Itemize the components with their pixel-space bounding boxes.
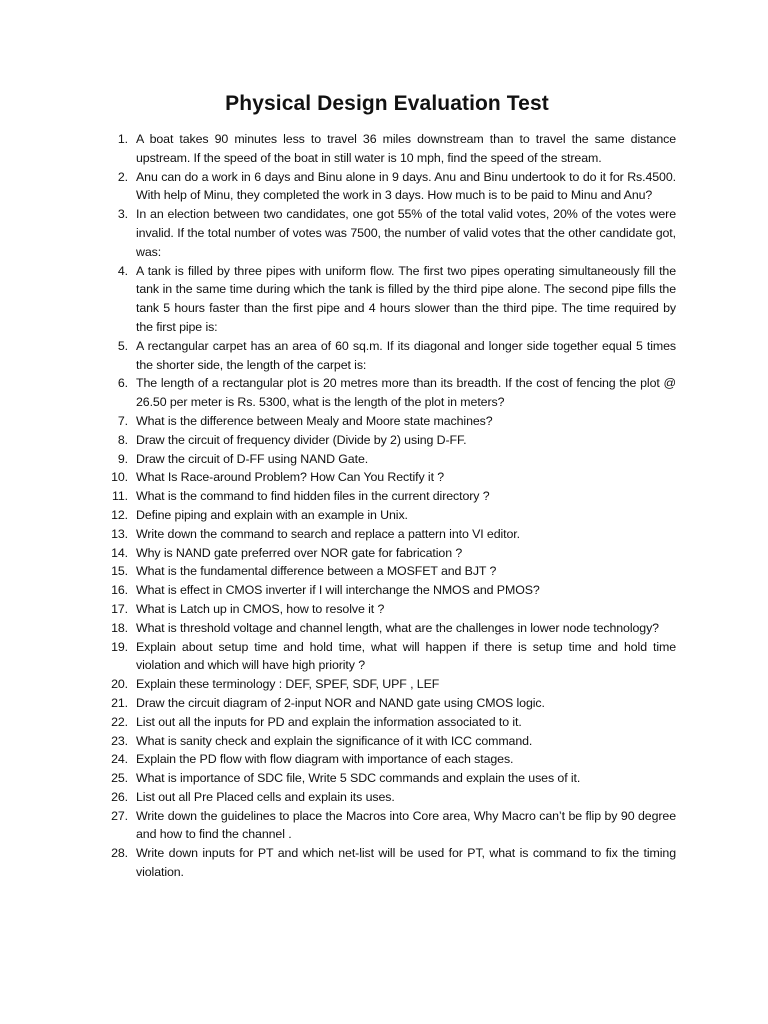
question-number: 20.: [111, 677, 128, 692]
question-text: What is the difference between Mealy and Moore state machines?: [136, 413, 493, 428]
question-number: 10.: [111, 470, 128, 485]
question-number: 21.: [111, 695, 128, 710]
question-item: [98, 562, 676, 581]
question-list: [98, 130, 676, 882]
question-text: Draw the circuit of frequency divider (Divide by 2) using D-FF.: [136, 432, 467, 447]
question-item: [98, 807, 676, 845]
question-item: [98, 468, 676, 487]
question-number: 24.: [111, 752, 128, 767]
page-title: Physical Design Evaluation Test: [225, 92, 549, 115]
question-item: [98, 525, 676, 544]
question-number: 12.: [111, 507, 128, 522]
question-text: Write down the command to search and replace a pattern into VI editor.: [136, 526, 520, 541]
question-text: The length of a rectangular plot is 20 metres more than its breadth. If the cost of fencing the plot @ 26.50 per meter is Rs. 5300, what is the length of the plot in meters?: [136, 376, 676, 410]
question-text: What is the fundamental difference between a MOSFET and BJT ?: [136, 564, 497, 579]
question-number: 19.: [111, 639, 128, 654]
question-text: Explain these terminology : DEF, SPEF, SDF, UPF , LEF: [136, 677, 440, 692]
question-text: Write down the guidelines to place the Macros into Core area, Why Macro can’t be flip by 90 degree and how to find the channel .: [136, 808, 676, 842]
question-item: [98, 694, 676, 713]
question-text: What is Latch up in CMOS, how to resolve it ?: [136, 601, 385, 616]
question-item: [98, 600, 676, 619]
question-item: [98, 168, 676, 206]
question-number: 27.: [111, 808, 128, 823]
question-number: 3.: [117, 207, 128, 222]
question-number: 16.: [111, 583, 128, 598]
question-number: 26.: [111, 789, 128, 804]
question-number: 1.: [117, 132, 128, 146]
question-text: What is effect in CMOS inverter if I will interchange the NMOS and PMOS?: [136, 583, 540, 598]
question-item: [98, 788, 676, 807]
question-text: What Is Race-around Problem? How Can You Rectify it ?: [136, 470, 445, 485]
question-number: 25.: [111, 771, 128, 786]
question-text: Anu can do a work in 6 days and Binu alone in 9 days. Anu and Binu undertook to do it for Rs.4500. With help of Minu, they completed the work in 3 days. How much is to be paid to Minu and Anu?: [136, 169, 676, 203]
question-item: [98, 750, 676, 769]
question-text: List out all Pre Placed cells and explain its uses.: [136, 789, 395, 804]
question-text: Explain about setup time and hold time, what will happen if there is setup time and hold time violation and which will have high priority ?: [136, 639, 676, 673]
question-text: A tank is filled by three pipes with uniform flow. The first two pipes operating simultaneously fill the tank in the same time during which the tank is filled by the third pipe alone. The second pipe fills the tank 5 hours faster than the first pipe and 4 hours slower than the third pipe. The time required by the first pipe is:: [136, 263, 676, 334]
question-number: 28.: [111, 846, 128, 861]
question-number: 14.: [111, 545, 128, 560]
question-text: Draw the circuit of D-FF using NAND Gate.: [136, 451, 369, 466]
question-item: [98, 506, 676, 525]
question-item: [98, 487, 676, 506]
question-text: Draw the circuit diagram of 2-input NOR and NAND gate using CMOS logic.: [136, 695, 545, 710]
question-text: Write down inputs for PT and which net-list will be used for PT, what is command to fix the timing violation.: [136, 846, 676, 880]
question-text: What is the command to find hidden files in the current directory ?: [136, 489, 490, 504]
question-item: [98, 374, 676, 412]
question-text: What is sanity check and explain the significance of it with ICC command.: [136, 733, 533, 748]
question-text: A boat takes 90 minutes less to travel 36 miles downstream than to travel the same distance upstream. If the speed of the boat in still water is 10 mph, find the speed of the stream.: [136, 132, 676, 165]
question-number: 9.: [117, 451, 128, 466]
question-text: Why is NAND gate preferred over NOR gate for fabrication ?: [136, 545, 463, 560]
question-item: [98, 130, 676, 168]
question-item: [98, 544, 676, 563]
question-item: [98, 262, 676, 337]
question-text: A rectangular carpet has an area of 60 sq.m. If its diagonal and longer side together equal 5 times the shorter side, the length of the carpet is:: [136, 338, 676, 372]
question-number: 6.: [117, 376, 128, 391]
question-item: [98, 675, 676, 694]
question-item: [98, 619, 676, 638]
question-item: [98, 205, 676, 261]
question-number: 7.: [117, 413, 128, 428]
question-number: 17.: [111, 601, 128, 616]
question-text: What is threshold voltage and channel length, what are the challenges in lower node technology?: [136, 620, 659, 635]
question-number: 22.: [111, 714, 128, 729]
question-number: 18.: [111, 620, 128, 635]
question-item: [98, 769, 676, 788]
question-item: [98, 713, 676, 732]
question-item: [98, 581, 676, 600]
question-text: List out all the inputs for PD and explain the information associated to it.: [136, 714, 522, 729]
question-number: 5.: [117, 338, 128, 353]
question-number: 2.: [117, 169, 128, 184]
question-item: [98, 638, 676, 676]
question-item: [98, 732, 676, 751]
question-number: 8.: [117, 432, 128, 447]
question-number: 23.: [111, 733, 128, 748]
question-item: [98, 431, 676, 450]
question-item: [98, 844, 676, 882]
question-number: 15.: [111, 564, 128, 579]
question-text: Explain the PD flow with flow diagram with importance of each stages.: [136, 752, 514, 767]
question-text: Define piping and explain with an example in Unix.: [136, 507, 408, 522]
question-number: 4.: [117, 263, 128, 278]
question-number: 11.: [111, 489, 128, 504]
question-text: In an election between two candidates, one got 55% of the total valid votes, 20% of the votes were invalid. If the total number of votes was 7500, the number of valid votes that the other candidate got, was:: [136, 207, 676, 259]
question-text: What is importance of SDC file, Write 5 SDC commands and explain the uses of it.: [136, 771, 581, 786]
question-number: 13.: [111, 526, 128, 541]
question-item: [98, 337, 676, 375]
question-item: [98, 412, 676, 431]
question-item: [98, 450, 676, 469]
